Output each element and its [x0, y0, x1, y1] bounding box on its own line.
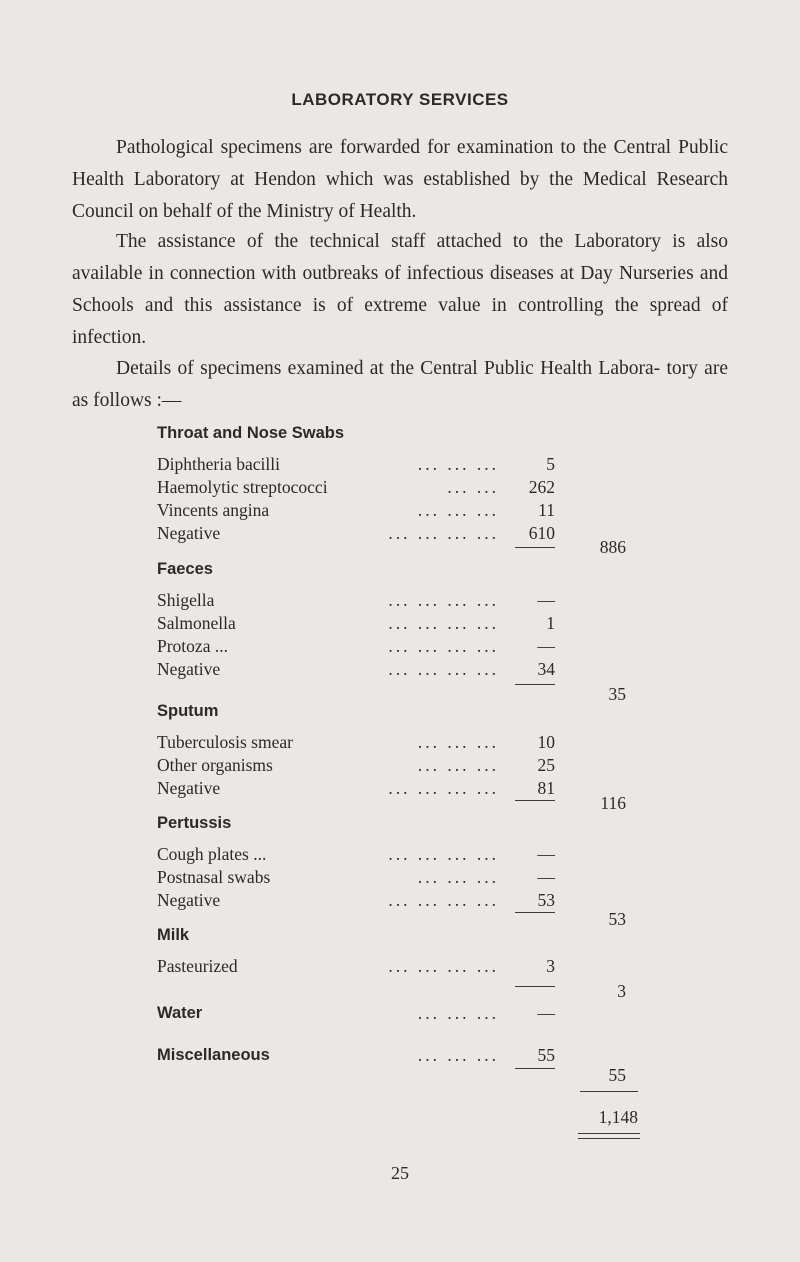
- row-label: Vincents angina: [157, 500, 270, 520]
- row-label: Diphtheria bacilli: [157, 454, 280, 474]
- table-row: [157, 658, 569, 680]
- leader-dots: ... ... ... ...: [388, 844, 499, 864]
- row-value: 11: [538, 500, 555, 520]
- leader-dots: ... ... ...: [417, 1045, 499, 1065]
- leader-dots: ... ... ...: [417, 1003, 499, 1023]
- grand-total-double-rule: [578, 1133, 640, 1139]
- row-label: Protoza ...: [157, 636, 228, 656]
- paragraph-2: The assistance of the technical staff attached to the Laboratory is also available in connection with outbreaks of infectious diseases at Day Nurseries and Schools and this assistance is of extreme value in controlling the spread of infection.: [72, 231, 728, 348]
- table-row: [157, 612, 569, 634]
- leader-dots: ... ... ... ...: [388, 956, 499, 976]
- row-value: —: [537, 590, 555, 610]
- section-total: 53: [608, 909, 626, 929]
- leader-dots: ... ... ... ...: [388, 636, 499, 656]
- row-value: —: [537, 636, 555, 656]
- section-title-milk: Milk: [157, 926, 190, 944]
- leader-dots: ... ... ...: [417, 500, 499, 520]
- row-value: 610: [528, 523, 555, 543]
- section-title-miscellaneous: Miscellaneous: [157, 1046, 270, 1064]
- row-label: Negative: [157, 659, 221, 679]
- row-value: —: [537, 844, 555, 864]
- section-title-throat-nose-swabs: Throat and Nose Swabs: [157, 424, 345, 442]
- row-label: Cough plates ...: [157, 844, 267, 864]
- row-label: Salmonella: [157, 613, 236, 633]
- paragraph-1: Pathological specimens are forwarded for examination to the Central Public Health Laboratory at Hendon which was established by the Medical Research Council on behalf of the Ministry of Health.: [72, 137, 728, 222]
- leader-dots: ... ... ... ...: [388, 590, 499, 610]
- row-value: 25: [537, 755, 555, 775]
- page-heading: LABORATORY SERVICES: [291, 90, 509, 109]
- row-label: Pasteurized: [157, 956, 238, 976]
- subtotal-rule: [515, 1068, 555, 1069]
- section-title-faeces: Faeces: [157, 560, 213, 578]
- subtotal-rule: [515, 912, 555, 913]
- subtotal-rule: [515, 986, 555, 987]
- section-total: 116: [600, 793, 626, 813]
- leader-dots: ... ... ... ...: [388, 613, 499, 633]
- table-row: [157, 889, 569, 911]
- row-label: Haemolytic streptococci: [157, 477, 328, 497]
- row-label: Negative: [157, 890, 221, 910]
- section-title-water: Water: [157, 1004, 203, 1022]
- table-row-water: [157, 1002, 569, 1024]
- grand-total: 1,148: [598, 1107, 638, 1127]
- row-value: 34: [537, 659, 555, 679]
- leader-dots: ... ...: [447, 477, 499, 497]
- row-value: 3: [546, 956, 555, 976]
- table-row: [157, 522, 569, 544]
- leader-dots: ... ... ... ...: [388, 890, 499, 910]
- row-label: Other organisms: [157, 755, 273, 775]
- table-row: [157, 499, 569, 521]
- row-value: 10: [537, 732, 555, 752]
- table-row: [157, 754, 569, 776]
- row-label: Shigella: [157, 590, 215, 610]
- section-total: 35: [608, 684, 626, 704]
- table-row: [157, 476, 569, 498]
- section-total: 55: [608, 1065, 626, 1085]
- row-label: Postnasal swabs: [157, 867, 271, 887]
- row-label: Negative: [157, 778, 221, 798]
- row-value: 262: [528, 477, 555, 497]
- table-row: [157, 453, 569, 475]
- table-row-miscellaneous: [157, 1044, 569, 1066]
- row-value: 53: [537, 890, 555, 910]
- row-label: Negative: [157, 523, 221, 543]
- subtotal-rule: [515, 684, 555, 685]
- page-number: 25: [391, 1163, 409, 1183]
- leader-dots: ... ... ... ...: [388, 523, 499, 543]
- row-value: 55: [537, 1045, 555, 1065]
- table-row: [157, 731, 569, 753]
- table-row: [157, 843, 569, 865]
- grand-total-rule: [580, 1091, 638, 1092]
- table-row: [157, 635, 569, 657]
- row-value: 1: [546, 613, 555, 633]
- row-value: 81: [537, 778, 555, 798]
- section-title-sputum: Sputum: [157, 702, 219, 720]
- table-row: [157, 589, 569, 611]
- leader-dots: ... ... ...: [417, 867, 499, 887]
- row-label: Tuberculosis smear: [157, 732, 293, 752]
- leader-dots: ... ... ...: [417, 755, 499, 775]
- table-row: [157, 955, 569, 977]
- table-row: [157, 777, 569, 799]
- leader-dots: ... ... ... ...: [388, 778, 499, 798]
- table-row: [157, 866, 569, 888]
- row-value: 5: [546, 454, 555, 474]
- section-total: 3: [617, 981, 626, 1001]
- row-value: —: [537, 1003, 555, 1023]
- section-total: 886: [599, 537, 626, 557]
- leader-dots: ... ... ...: [417, 732, 499, 752]
- subtotal-rule: [515, 547, 555, 548]
- subtotal-rule: [515, 800, 555, 801]
- paragraph-3: Details of specimens examined at the Central Public Health Labora- tory are as follows :—: [72, 358, 728, 411]
- row-value: —: [537, 867, 555, 887]
- section-title-pertussis: Pertussis: [157, 814, 232, 832]
- leader-dots: ... ... ... ...: [388, 659, 499, 679]
- leader-dots: ... ... ...: [417, 454, 499, 474]
